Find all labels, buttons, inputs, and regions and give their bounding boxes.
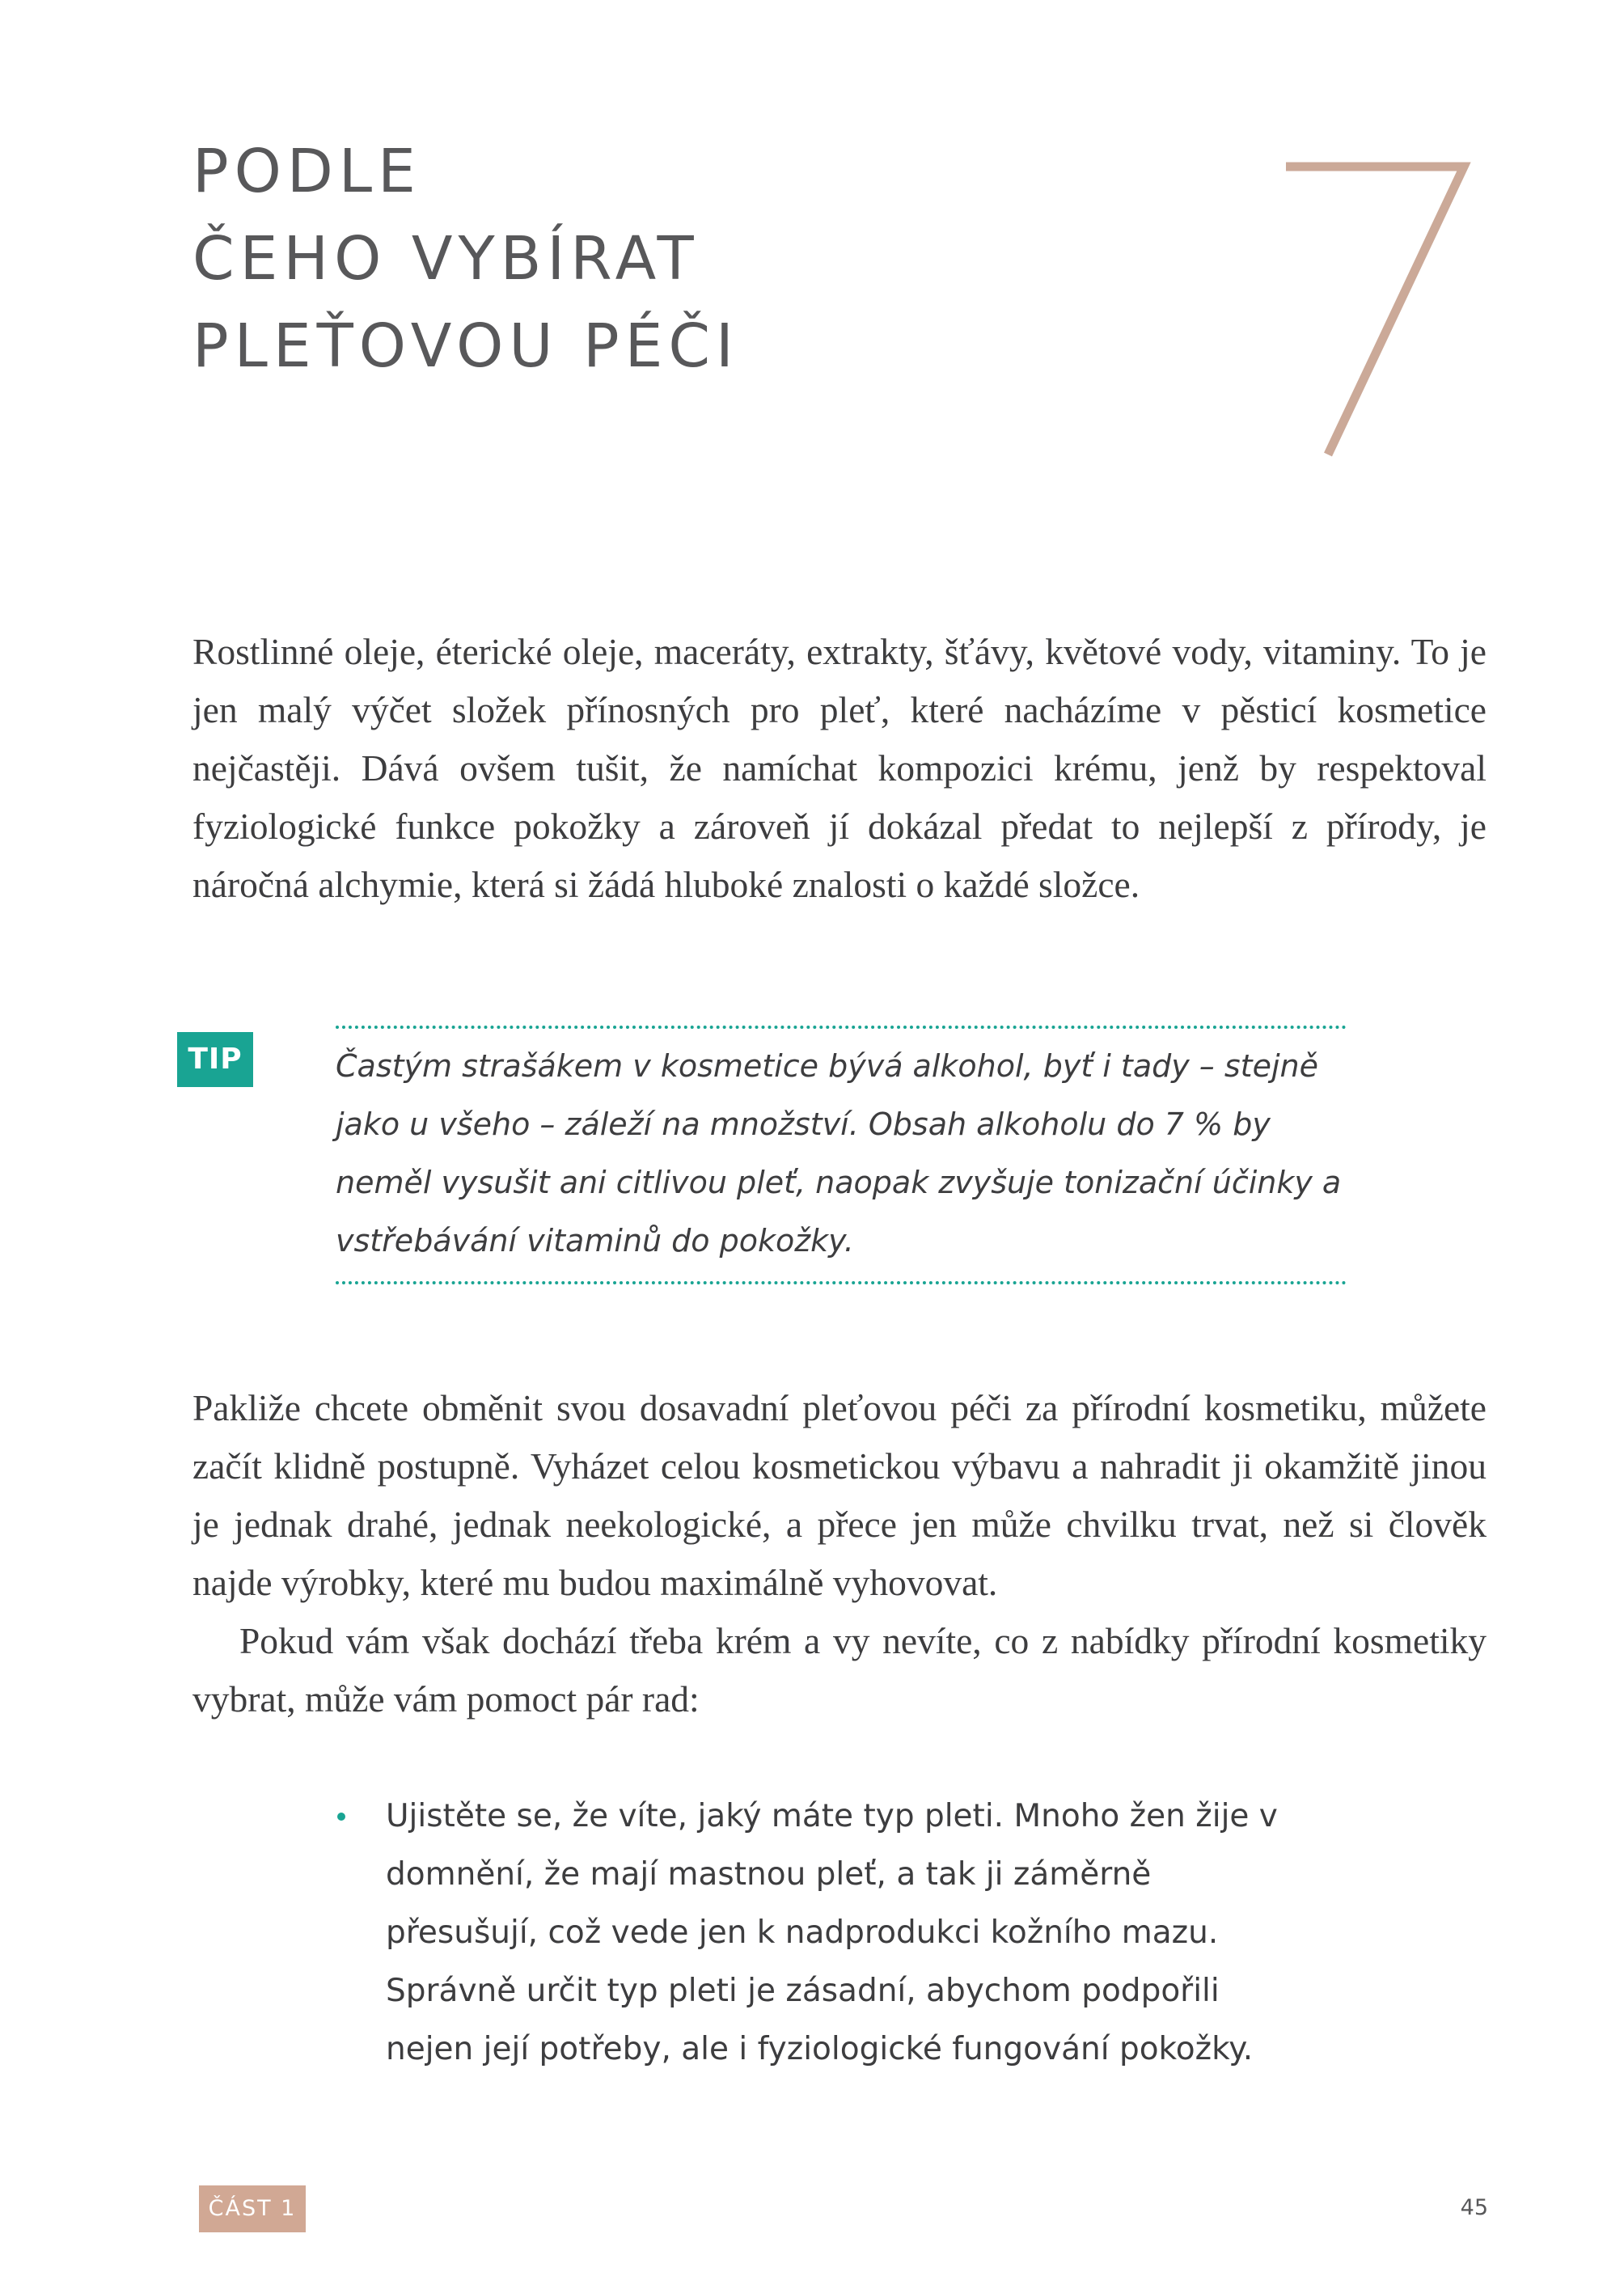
advice-list xyxy=(334,1787,1288,2079)
tip-box xyxy=(336,1026,1347,1284)
body-paragraph-2-wrapper xyxy=(192,1612,1487,1728)
chapter-title-line-2: ČEHO VYBÍRAT xyxy=(192,224,700,294)
tip-badge: TIP xyxy=(177,1032,253,1087)
chapter-title-line-1: PODLE xyxy=(192,137,421,206)
footer-part-label: ČÁST 1 xyxy=(199,2185,306,2232)
chapter-title xyxy=(192,128,739,390)
list-item-text: Ujistěte se, že víte, jaký máte typ pleti. Mnoho žen žije v domnění, že mají mastnou pleť, a tak ji záměrně přesušují, což vede jen k nadprodukci kožního mazu. Správně určit typ pleti je zásadní, abychom podpořili nejen její potřeby, ale i fyziologické fungování pokožky. xyxy=(386,1798,1278,2067)
body-paragraph-2: Pokud vám však dochází třeba krém a vy nevíte, co z nabídky přírodní kosmetiky vybrat, může vám pomoct pár rad: xyxy=(192,1620,1487,1720)
bullet-dot-icon xyxy=(337,1813,345,1821)
intro-paragraph: Rostlinné oleje, éterické oleje, maceráty, extrakty, šťávy, květové vody, vitaminy. To je jen malý výčet složek přínosných pro pleť, které nacházíme v pěsticí kosmetice nejčastěji. Dává ovšem tušit, že namíchat kompozici krému, jenž by respektoval fyziologické funkce pokožky a zároveň jí dokázal předat to nejlepší z přírody, je náročná alchymie, která si žádá hluboké znalosti o každé složce. xyxy=(192,631,1487,905)
page-number: 45 xyxy=(1460,2195,1488,2220)
chapter-title-line-3: PLEŤOVOU PÉČI xyxy=(192,311,739,381)
body-section xyxy=(192,1379,1487,1728)
body-paragraph-1: Pakliže chcete obměnit svou dosavadní pleťovou péči za přírodní kosmetiku, můžete začít klidně postupně. Vyházet celou kosmetickou výbavu a nahradit ji okamžitě jinou je jednak drahé, jednak neekologické, a přece jen může chvilku trvat, než si člověk najde výrobky, které mu budou maximálně vyhovovat. xyxy=(192,1387,1487,1603)
chapter-number-seven xyxy=(1286,154,1480,461)
tip-text: Častým strašákem v kosmetice bývá alkohol, byť i tady – stejně jako u všeho – záleží na množství. Obsah alkoholu do 7 % by neměl vysušit ani citlivou pleť, naopak zvyšuje tonizační účinky a vstřebávání vitaminů do pokožky. xyxy=(336,1048,1342,1259)
list-item xyxy=(334,1787,1288,2079)
